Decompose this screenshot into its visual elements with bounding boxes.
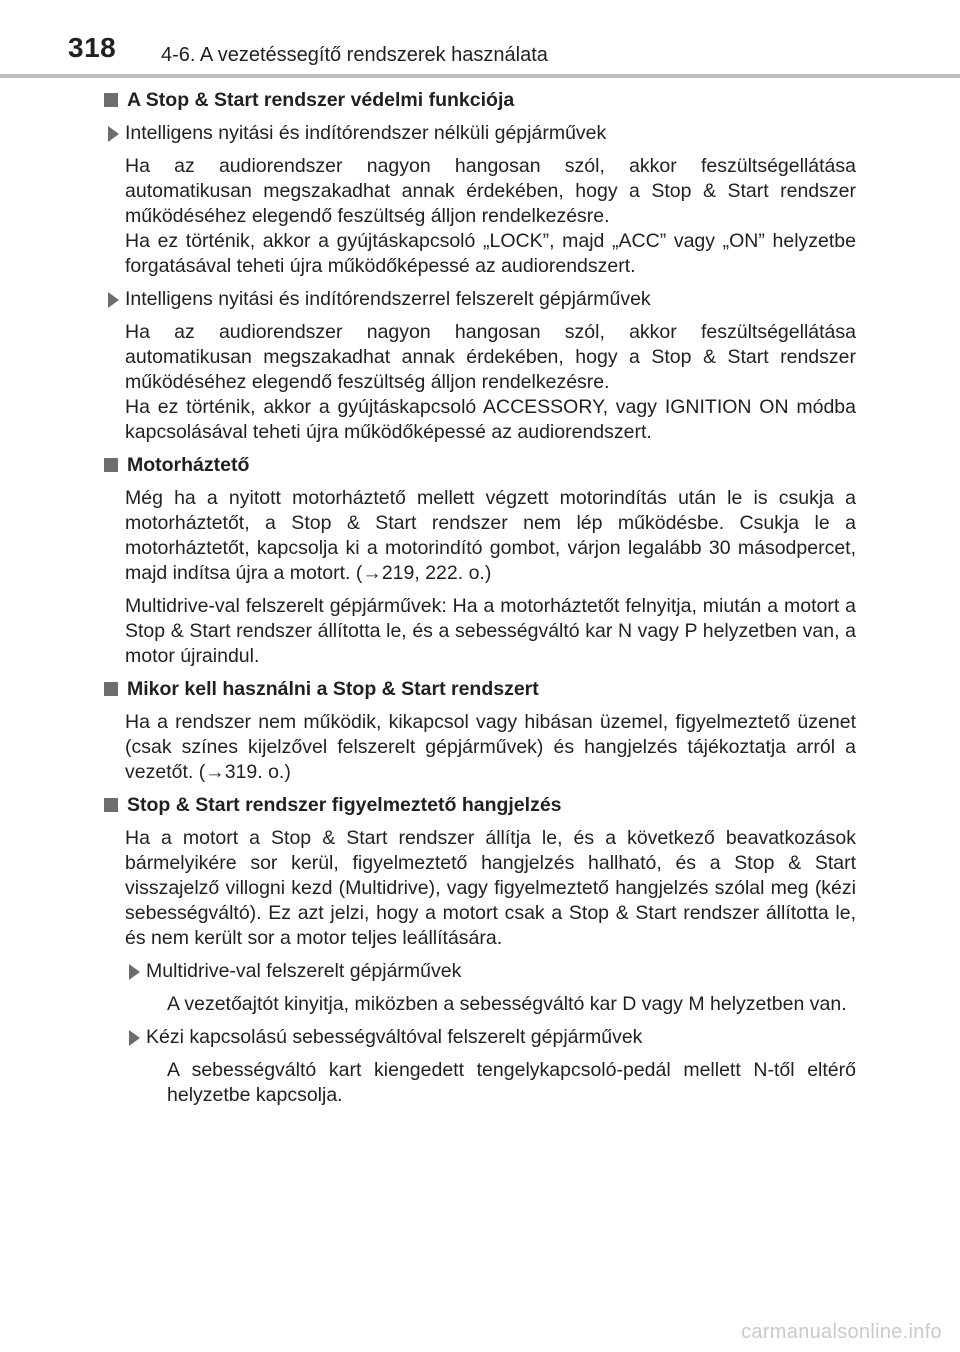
paragraph — [104, 154, 856, 279]
section-heading — [104, 453, 856, 478]
chapter-title: 4-6. A vezetéssegítő rendszerek használata — [161, 44, 548, 66]
subsection-title: Kézi kapcsolású sebességváltóval felszerelt gépjárművek — [146, 1026, 643, 1048]
square-bullet-icon — [104, 682, 118, 696]
subsection-heading — [104, 121, 856, 146]
section-title: Motorháztető — [127, 454, 250, 476]
paragraph: A sebességváltó kart kiengedett tengelykapcsoló-pedál mellett N-től eltérő helyzetbe kapcsolja. — [167, 1059, 856, 1106]
subsection-heading — [125, 959, 856, 984]
subsection-title: Intelligens nyitási és indítórendszer nélküli gépjárművek — [125, 122, 607, 144]
paragraph: Multidrive-val felszerelt gépjárművek: Ha a motorháztetőt felnyitja, miután a motort a Stop & Start rendszer állította le, és a sebességváltó kar N vagy P helyzetben van, a motor újraindul. — [125, 595, 856, 667]
indented-block — [104, 959, 856, 1108]
paragraph — [104, 320, 856, 445]
paragraph-text: Ha az audiorendszer nagyon hangosan szól, akkor feszültségellátása automatikusan megszakadhat annak érdekében, hogy a Stop & Start rendszer működéséhez elegendő feszültség álljon rendelkezésre. — [125, 321, 856, 393]
section-title: Stop & Start rendszer figyelmeztető hangjelzés — [127, 794, 562, 816]
watermark: carmanualsonline.info — [741, 1321, 942, 1343]
section-heading — [104, 88, 856, 113]
square-bullet-icon — [104, 798, 118, 812]
subsection-title: Multidrive-val felszerelt gépjárművek — [146, 960, 462, 982]
paragraph: Még ha a nyitott motorháztető mellett végzett motorindítás után le is csukja a motorháztetőt, a Stop & Start rendszer nem lép működésbe. Csukja le a motorháztetőt, kapcsolja ki a motorindító gombot, várjon legalább 30 másodpercet, majd indítsa újra a motort. (→219, 222. o.) — [125, 487, 856, 584]
triangle-bullet-icon — [129, 1030, 140, 1046]
subsection-heading — [125, 1025, 856, 1050]
subsection-title: Intelligens nyitási és indítórendszerrel felszerelt gépjárművek — [125, 288, 651, 310]
paragraph-text: Ha az audiorendszer nagyon hangosan szól, akkor feszültségellátása automatikusan megszakadhat annak érdekében, hogy a Stop & Start rendszer működéséhez elegendő feszültség álljon rendelkezésre. — [125, 155, 856, 227]
subsection-heading — [104, 287, 856, 312]
section-heading — [104, 677, 856, 702]
triangle-bullet-icon — [108, 292, 119, 308]
triangle-bullet-icon — [108, 126, 119, 142]
paragraph-text: Ha ez történik, akkor a gyújtáskapcsoló ACCESSORY, vagy IGNITION ON módba kapcsolásával teheti újra működőképessé az audiorendszert. — [125, 396, 856, 443]
paragraph: Ha a rendszer nem működik, kikapcsol vagy hibásan üzemel, figyelmeztető üzenet (csak színes kijelzővel felszerelt gépjárművek) és hangjelzés tájékoztatja arról a vezetőt. (→319. o.) — [125, 711, 856, 783]
square-bullet-icon — [104, 458, 118, 472]
section-title: Mikor kell használni a Stop & Start rendszert — [127, 678, 539, 700]
paragraph: Ha a motort a Stop & Start rendszer állítja le, és a következő beavatkozások bármelyikére sor kerül, figyelmeztető hangjelzés hallható, és a Stop & Start visszajelző villogni kezd (Multidrive), vagy figyelmeztető hangjelzés szólal meg (kézi sebességváltó). Ez azt jelzi, hogy a motort csak a Stop & Start rendszer állította le, és nem került sor a motor teljes leállítására. — [125, 827, 856, 949]
header-divider — [0, 74, 960, 78]
paragraph: A vezetőajtót kinyitja, miközben a sebességváltó kar D vagy M helyzetben van. — [167, 993, 847, 1015]
triangle-bullet-icon — [129, 964, 140, 980]
page-number: 318 — [68, 32, 117, 63]
section-heading — [104, 793, 856, 818]
page-header — [0, 0, 960, 86]
page-body — [104, 88, 856, 1116]
section-title: A Stop & Start rendszer védelmi funkciója — [127, 89, 515, 111]
paragraph-text: Ha ez történik, akkor a gyújtáskapcsoló „LOCK”, majd „ACC” vagy „ON” helyzetbe forgatásával teheti újra működőképessé az audiorendszert. — [125, 230, 856, 277]
square-bullet-icon — [104, 93, 118, 107]
